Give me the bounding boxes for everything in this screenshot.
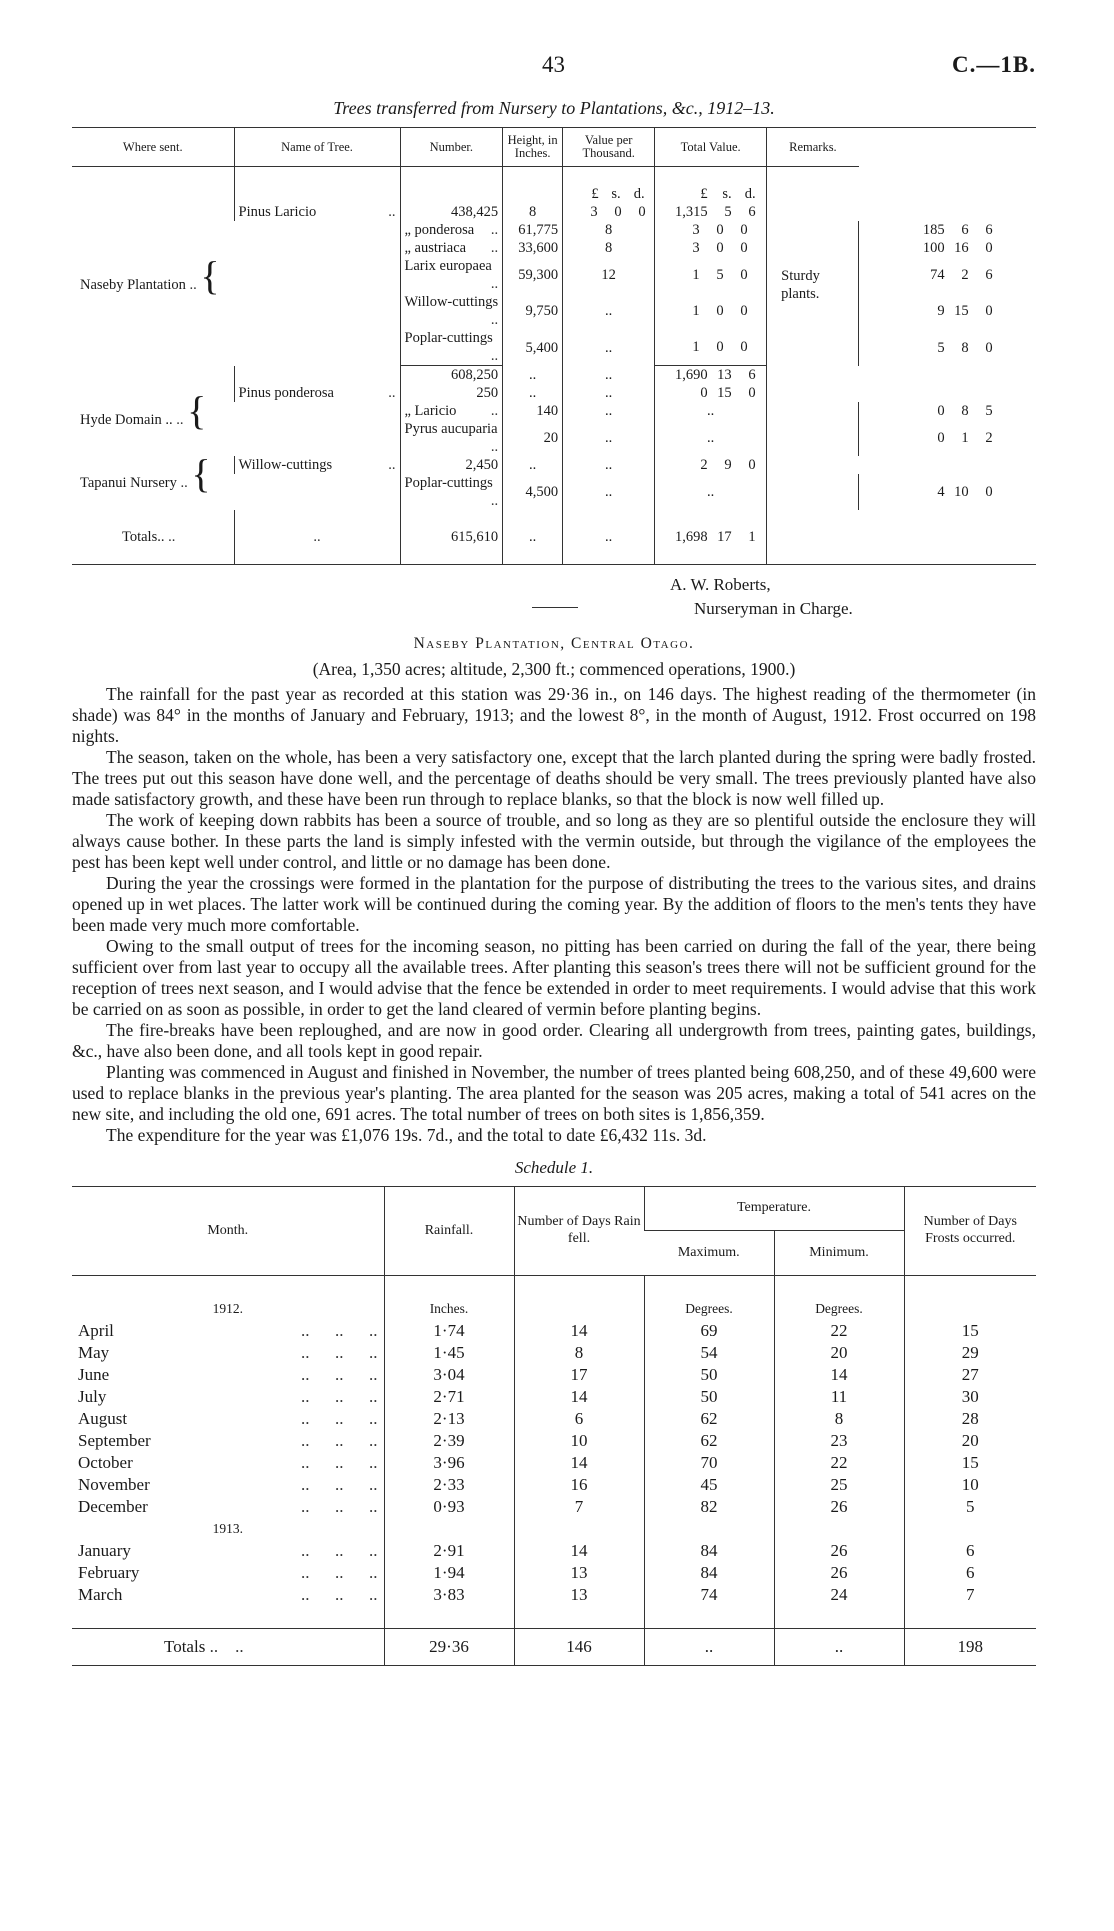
max-temp: 84 xyxy=(644,1540,774,1562)
total-value: 5 8 0 xyxy=(859,329,1036,366)
tree-name: Larix europaea .. xyxy=(400,257,503,293)
money-units-row xyxy=(72,185,1036,203)
max-temp: 62 xyxy=(644,1408,774,1430)
days-rain: 16 xyxy=(514,1474,644,1496)
total-value: 4 10 0 xyxy=(859,474,1036,510)
naseby-subtotal-row xyxy=(72,366,1036,385)
paragraph: The expenditure for the year was £1,076 19s. 7d., and the total to date £6,432 11s. 3d. xyxy=(106,1125,707,1146)
value-per-thousand: 1 5 0 xyxy=(655,257,767,293)
value-per-thousand: 3 0 0 xyxy=(563,203,655,221)
frost-days: 29 xyxy=(904,1342,1036,1364)
table-row xyxy=(72,456,1036,474)
page-number: 43 xyxy=(542,52,565,77)
col-header-rainfall: Rainfall. xyxy=(384,1187,514,1276)
subtotal-vpt: .. xyxy=(563,366,655,385)
tree-height: .. xyxy=(563,420,655,456)
subtotal-total-value: 1,690 13 6 xyxy=(655,366,767,385)
tree-name: Willow-cuttings .. xyxy=(400,293,503,329)
month: November .. .. .. xyxy=(78,1475,378,1495)
schedule-totals-min: .. xyxy=(774,1629,904,1666)
signature-block xyxy=(72,565,1036,627)
frost-days: 30 xyxy=(904,1386,1036,1408)
totals-number: 615,610 xyxy=(400,528,503,546)
max-temp: 50 xyxy=(644,1386,774,1408)
min-temp: 22 xyxy=(774,1452,904,1474)
frost-days: 6 xyxy=(904,1540,1036,1562)
schedule-totals-frosts: 198 xyxy=(904,1629,1036,1666)
totals-vpt: .. xyxy=(563,528,655,546)
naseby-group xyxy=(72,203,1036,366)
tree-name: „ ponderosa .. xyxy=(400,221,503,239)
schedule-1913-rows xyxy=(72,1540,1036,1606)
col-header-frosts: Number of Days Frosts occurred. xyxy=(904,1187,1036,1276)
days-rain: 13 xyxy=(514,1584,644,1606)
tree-number: 4,500 xyxy=(503,474,563,510)
transfer-table-caption: Trees transferred from Nursery to Plantations, &c., 1912–13. xyxy=(333,98,775,118)
unit-max: Degrees. xyxy=(644,1298,774,1320)
min-temp: 20 xyxy=(774,1342,904,1364)
unit-min: Degrees. xyxy=(774,1298,904,1320)
total-value: 2 9 0 xyxy=(655,456,767,474)
hyde-group xyxy=(72,384,1036,456)
schedule-year-row xyxy=(72,1518,1036,1540)
transfer-table xyxy=(72,127,1036,565)
document-reference: C.—1B. xyxy=(952,52,1036,77)
total-value: 0 15 0 xyxy=(655,384,767,402)
tree-height: 8 xyxy=(563,221,655,239)
schedule-table xyxy=(72,1186,1036,1666)
month: August .. .. .. xyxy=(78,1409,378,1429)
col-header-number: Number. xyxy=(400,128,503,167)
min-temp: 11 xyxy=(774,1386,904,1408)
rainfall: 3·96 xyxy=(384,1452,514,1474)
col-header-minimum: Minimum. xyxy=(774,1230,904,1276)
money-units-total: £ s. d. xyxy=(655,185,767,203)
signature-dash xyxy=(532,607,578,608)
month: January .. .. .. xyxy=(78,1541,378,1561)
tree-name: Pyrus aucuparia .. xyxy=(400,420,503,456)
schedule-units-row xyxy=(72,1298,1036,1320)
tree-number: 61,775 xyxy=(503,221,563,239)
days-rain: 17 xyxy=(514,1364,644,1386)
subtotal-number: 608,250 xyxy=(400,366,503,385)
where-sent: Tapanui Nursery .. { xyxy=(80,451,211,497)
tapanui-group xyxy=(72,451,1036,510)
frost-days: 15 xyxy=(904,1320,1036,1342)
money-units-vpt: £ s. d. xyxy=(563,185,655,203)
rainfall: 1·74 xyxy=(384,1320,514,1342)
document-page xyxy=(72,0,1036,1666)
totals-label: Totals.. .. xyxy=(122,529,176,546)
max-temp: 84 xyxy=(644,1562,774,1584)
total-value: 74 2 6 xyxy=(859,257,1036,293)
tree-height: .. xyxy=(503,384,563,402)
subtotal-height: .. xyxy=(503,366,563,385)
transfer-totals-row: Totals.. .. .. 615,610 .. .. 1,698 17 1 xyxy=(72,528,1036,546)
total-value: 0 1 2 xyxy=(859,420,1036,456)
min-temp: 24 xyxy=(774,1584,904,1606)
days-rain: 13 xyxy=(514,1562,644,1584)
min-temp: 26 xyxy=(774,1562,904,1584)
max-temp: 74 xyxy=(644,1584,774,1606)
tree-height: 12 xyxy=(563,257,655,293)
col-header-name: Name of Tree. xyxy=(234,128,400,167)
value-per-thousand: 3 0 0 xyxy=(655,221,767,239)
min-temp: 14 xyxy=(774,1364,904,1386)
report-body xyxy=(72,684,1036,1146)
tree-name: Poplar-cuttings .. xyxy=(400,329,503,366)
month: February .. .. .. xyxy=(78,1563,378,1583)
table-row xyxy=(72,1408,1036,1430)
table-row xyxy=(72,1540,1036,1562)
section-heading: Naseby Plantation, Central Otago. xyxy=(413,635,695,653)
value-per-thousand: .. xyxy=(563,456,655,474)
value-per-thousand: .. xyxy=(655,474,767,510)
rainfall: 2·33 xyxy=(384,1474,514,1496)
table-row xyxy=(72,1364,1036,1386)
total-value: 9 15 0 xyxy=(859,293,1036,329)
table-row xyxy=(72,1430,1036,1452)
frost-days: 27 xyxy=(904,1364,1036,1386)
col-header-remarks: Remarks. xyxy=(767,128,859,167)
tree-height: 8 xyxy=(503,203,563,221)
rainfall: 3·04 xyxy=(384,1364,514,1386)
days-rain: 6 xyxy=(514,1408,644,1430)
max-temp: 82 xyxy=(644,1496,774,1518)
col-header-month: Month. xyxy=(207,1222,249,1238)
month: May .. .. .. xyxy=(78,1343,378,1363)
min-temp: 8 xyxy=(774,1408,904,1430)
table-row xyxy=(72,1342,1036,1364)
col-header-temperature: Temperature. xyxy=(644,1187,904,1230)
paragraph: The work of keeping down rabbits has been a source of trouble, and so long as they are so plentiful outside the enclosure they will always cause bother. In these parts the land is simply infested with the vermin outside, but through the vigilance of the employees the pest has been kept well under control, and little or no damage has been done. xyxy=(72,810,1036,873)
rainfall: 1·45 xyxy=(384,1342,514,1364)
min-temp: 23 xyxy=(774,1430,904,1452)
max-temp: 45 xyxy=(644,1474,774,1496)
transfer-table-header-row xyxy=(72,128,1036,167)
frost-days: 7 xyxy=(904,1584,1036,1606)
days-rain: 7 xyxy=(514,1496,644,1518)
rainfall: 1·94 xyxy=(384,1562,514,1584)
tree-height: .. xyxy=(563,293,655,329)
remarks: Sturdy plants. xyxy=(767,203,859,366)
value-per-thousand: 1 0 0 xyxy=(655,329,767,366)
rainfall: 2·13 xyxy=(384,1408,514,1430)
schedule-totals-row xyxy=(72,1629,1036,1666)
tree-number: 140 xyxy=(503,402,563,420)
year-label-1912: 1912. xyxy=(212,1301,243,1317)
frost-days: 10 xyxy=(904,1474,1036,1496)
days-rain: 14 xyxy=(514,1540,644,1562)
days-rain: 8 xyxy=(514,1342,644,1364)
max-temp: 69 xyxy=(644,1320,774,1342)
tree-height: .. xyxy=(563,474,655,510)
tree-number: 2,450 xyxy=(400,456,503,474)
days-rain: 14 xyxy=(514,1452,644,1474)
tree-number: 250 xyxy=(400,384,503,402)
value-per-thousand: .. xyxy=(655,402,767,420)
tree-number: 438,425 xyxy=(400,203,503,221)
table-row xyxy=(72,1386,1036,1408)
frost-days: 28 xyxy=(904,1408,1036,1430)
total-value: 185 6 6 xyxy=(859,221,1036,239)
rainfall: 2·71 xyxy=(384,1386,514,1408)
where-sent: Naseby Plantation .. { xyxy=(80,252,220,298)
rainfall: 2·91 xyxy=(384,1540,514,1562)
tree-name: „ Laricio .. xyxy=(400,402,503,420)
schedule-totals-max: .. xyxy=(644,1629,774,1666)
total-value: 1,315 5 6 xyxy=(655,203,767,221)
tree-height: .. xyxy=(563,329,655,366)
value-per-thousand: 1 0 0 xyxy=(655,293,767,329)
totals-height: .. xyxy=(503,528,563,546)
col-header-days-rain: Number of Days Rain fell. xyxy=(514,1187,644,1276)
days-rain: 14 xyxy=(514,1320,644,1342)
schedule-caption: Schedule 1. xyxy=(514,1158,594,1178)
tree-name: Pinus ponderosa .. xyxy=(234,384,400,402)
month: April .. .. .. xyxy=(78,1321,378,1341)
tree-height: 8 xyxy=(563,239,655,257)
table-row xyxy=(72,203,1036,221)
page-header xyxy=(72,0,1036,90)
tree-name: Poplar-cuttings .. xyxy=(400,474,503,510)
col-header-height: Height, in Inches. xyxy=(503,128,563,167)
frost-days: 6 xyxy=(904,1562,1036,1584)
schedule-totals-rain: 29·36 xyxy=(384,1629,514,1666)
value-per-thousand: .. xyxy=(563,384,655,402)
rainfall: 3·83 xyxy=(384,1584,514,1606)
table-row xyxy=(72,1474,1036,1496)
tree-name: Willow-cuttings .. xyxy=(234,456,400,474)
max-temp: 70 xyxy=(644,1452,774,1474)
tree-number: 9,750 xyxy=(503,293,563,329)
paragraph: Planting was commenced in August and finished in November, the number of trees planted being 608,250, and of these 49,600 were used to replace blanks in the previous year's planting. The area planted for the season was 205 acres, making a total of 541 acres on the new site, and including the old one, 691 acres. The total number of trees on both sites is 1,856,359. xyxy=(72,1062,1036,1125)
total-value: 100 16 0 xyxy=(859,239,1036,257)
where-sent: Hyde Domain .. .. { xyxy=(80,388,207,434)
total-value: 0 8 5 xyxy=(859,402,1036,420)
unit-rainfall: Inches. xyxy=(384,1298,514,1320)
tree-height: .. xyxy=(503,456,563,474)
tree-number: 20 xyxy=(503,420,563,456)
min-temp: 26 xyxy=(774,1540,904,1562)
signature-role: Nurseryman in Charge. xyxy=(694,599,853,619)
schedule-1912-rows xyxy=(72,1320,1036,1518)
paragraph: Owing to the small output of trees for the incoming season, no pitting has been carried on during the fall of the year, there being sufficient over from last year to occupy all the available trees. After planting this season's trees there will not be sufficient ground for the reception of trees next season, and I would advise that the fence be extended in order to meet requirements. I would advise that this work be carried on as soon as possible, in order to get the land cleared of vermin before planting begins. xyxy=(72,936,1036,1020)
days-rain: 10 xyxy=(514,1430,644,1452)
paragraph: The rainfall for the past year as recorded at this station was 29·36 in., on 146 days. The highest reading of the thermometer (in shade) was 84° in the months of January and February, 1913; and the lowest 8°, in the month of August, 1912. Frost occurred on 198 nights. xyxy=(72,684,1036,747)
year-label-1913: 1913. xyxy=(212,1521,243,1537)
rainfall: 0·93 xyxy=(384,1496,514,1518)
signature-name: A. W. Roberts, xyxy=(670,575,771,595)
frost-days: 20 xyxy=(904,1430,1036,1452)
month: December .. .. .. xyxy=(78,1497,378,1517)
col-header-where: Where sent. xyxy=(72,128,234,167)
tree-name: „ austriaca .. xyxy=(400,239,503,257)
paragraph: The fire-breaks have been reploughed, and are now in good order. Clearing all undergrowth from trees, painting gates, buildings, &c., have also been done, and all tools kept in good repair. xyxy=(72,1020,1036,1062)
schedule-totals-label: Totals .. .. xyxy=(72,1629,384,1666)
col-header-total-value: Total Value. xyxy=(655,128,767,167)
min-temp: 22 xyxy=(774,1320,904,1342)
col-header-maximum: Maximum. xyxy=(677,1244,740,1260)
max-temp: 50 xyxy=(644,1364,774,1386)
month: July .. .. .. xyxy=(78,1387,378,1407)
rainfall: 2·39 xyxy=(384,1430,514,1452)
paragraph: During the year the crossings were formed in the plantation for the purpose of distributing the trees to the various sites, and drains opened up in wet places. The latter work will be continued during the coming year. By the addition of floors to the men's tents they have been made very much more comfortable. xyxy=(72,873,1036,936)
month: September .. .. .. xyxy=(78,1431,378,1451)
tree-number: 5,400 xyxy=(503,329,563,366)
tree-number: 59,300 xyxy=(503,257,563,293)
table-row xyxy=(72,384,1036,402)
min-temp: 26 xyxy=(774,1496,904,1518)
month: October .. .. .. xyxy=(78,1453,378,1473)
tree-height: .. xyxy=(563,402,655,420)
frost-days: 15 xyxy=(904,1452,1036,1474)
paragraph: The season, taken on the whole, has been a very satisfactory one, except that the larch planted during the spring were badly frosted. The trees put out this season have done well, and the percentage of deaths should be very small. The trees previously planted have also made satisfactory growth, and these have been run through to replace blanks, so that the block is now well filled up. xyxy=(72,747,1036,810)
tree-name: Pinus Laricio .. xyxy=(234,203,400,221)
frost-days: 5 xyxy=(904,1496,1036,1518)
totals-total-value: 1,698 17 1 xyxy=(655,528,767,546)
table-row xyxy=(72,1320,1036,1342)
days-rain: 14 xyxy=(514,1386,644,1408)
col-header-value-per-thousand: Value per Thousand. xyxy=(563,128,655,167)
tree-number: 33,600 xyxy=(503,239,563,257)
table-row xyxy=(72,1584,1036,1606)
month: March .. .. .. xyxy=(78,1585,378,1605)
max-temp: 62 xyxy=(644,1430,774,1452)
schedule-totals-days: 146 xyxy=(514,1629,644,1666)
section-subtitle: (Area, 1,350 acres; altitude, 2,300 ft.; commenced operations, 1900.) xyxy=(312,659,796,680)
table-row xyxy=(72,1562,1036,1584)
min-temp: 25 xyxy=(774,1474,904,1496)
value-per-thousand: 3 0 0 xyxy=(655,239,767,257)
value-per-thousand: .. xyxy=(655,420,767,456)
max-temp: 54 xyxy=(644,1342,774,1364)
table-row xyxy=(72,1452,1036,1474)
table-row xyxy=(72,1496,1036,1518)
month: June .. .. .. xyxy=(78,1365,378,1385)
